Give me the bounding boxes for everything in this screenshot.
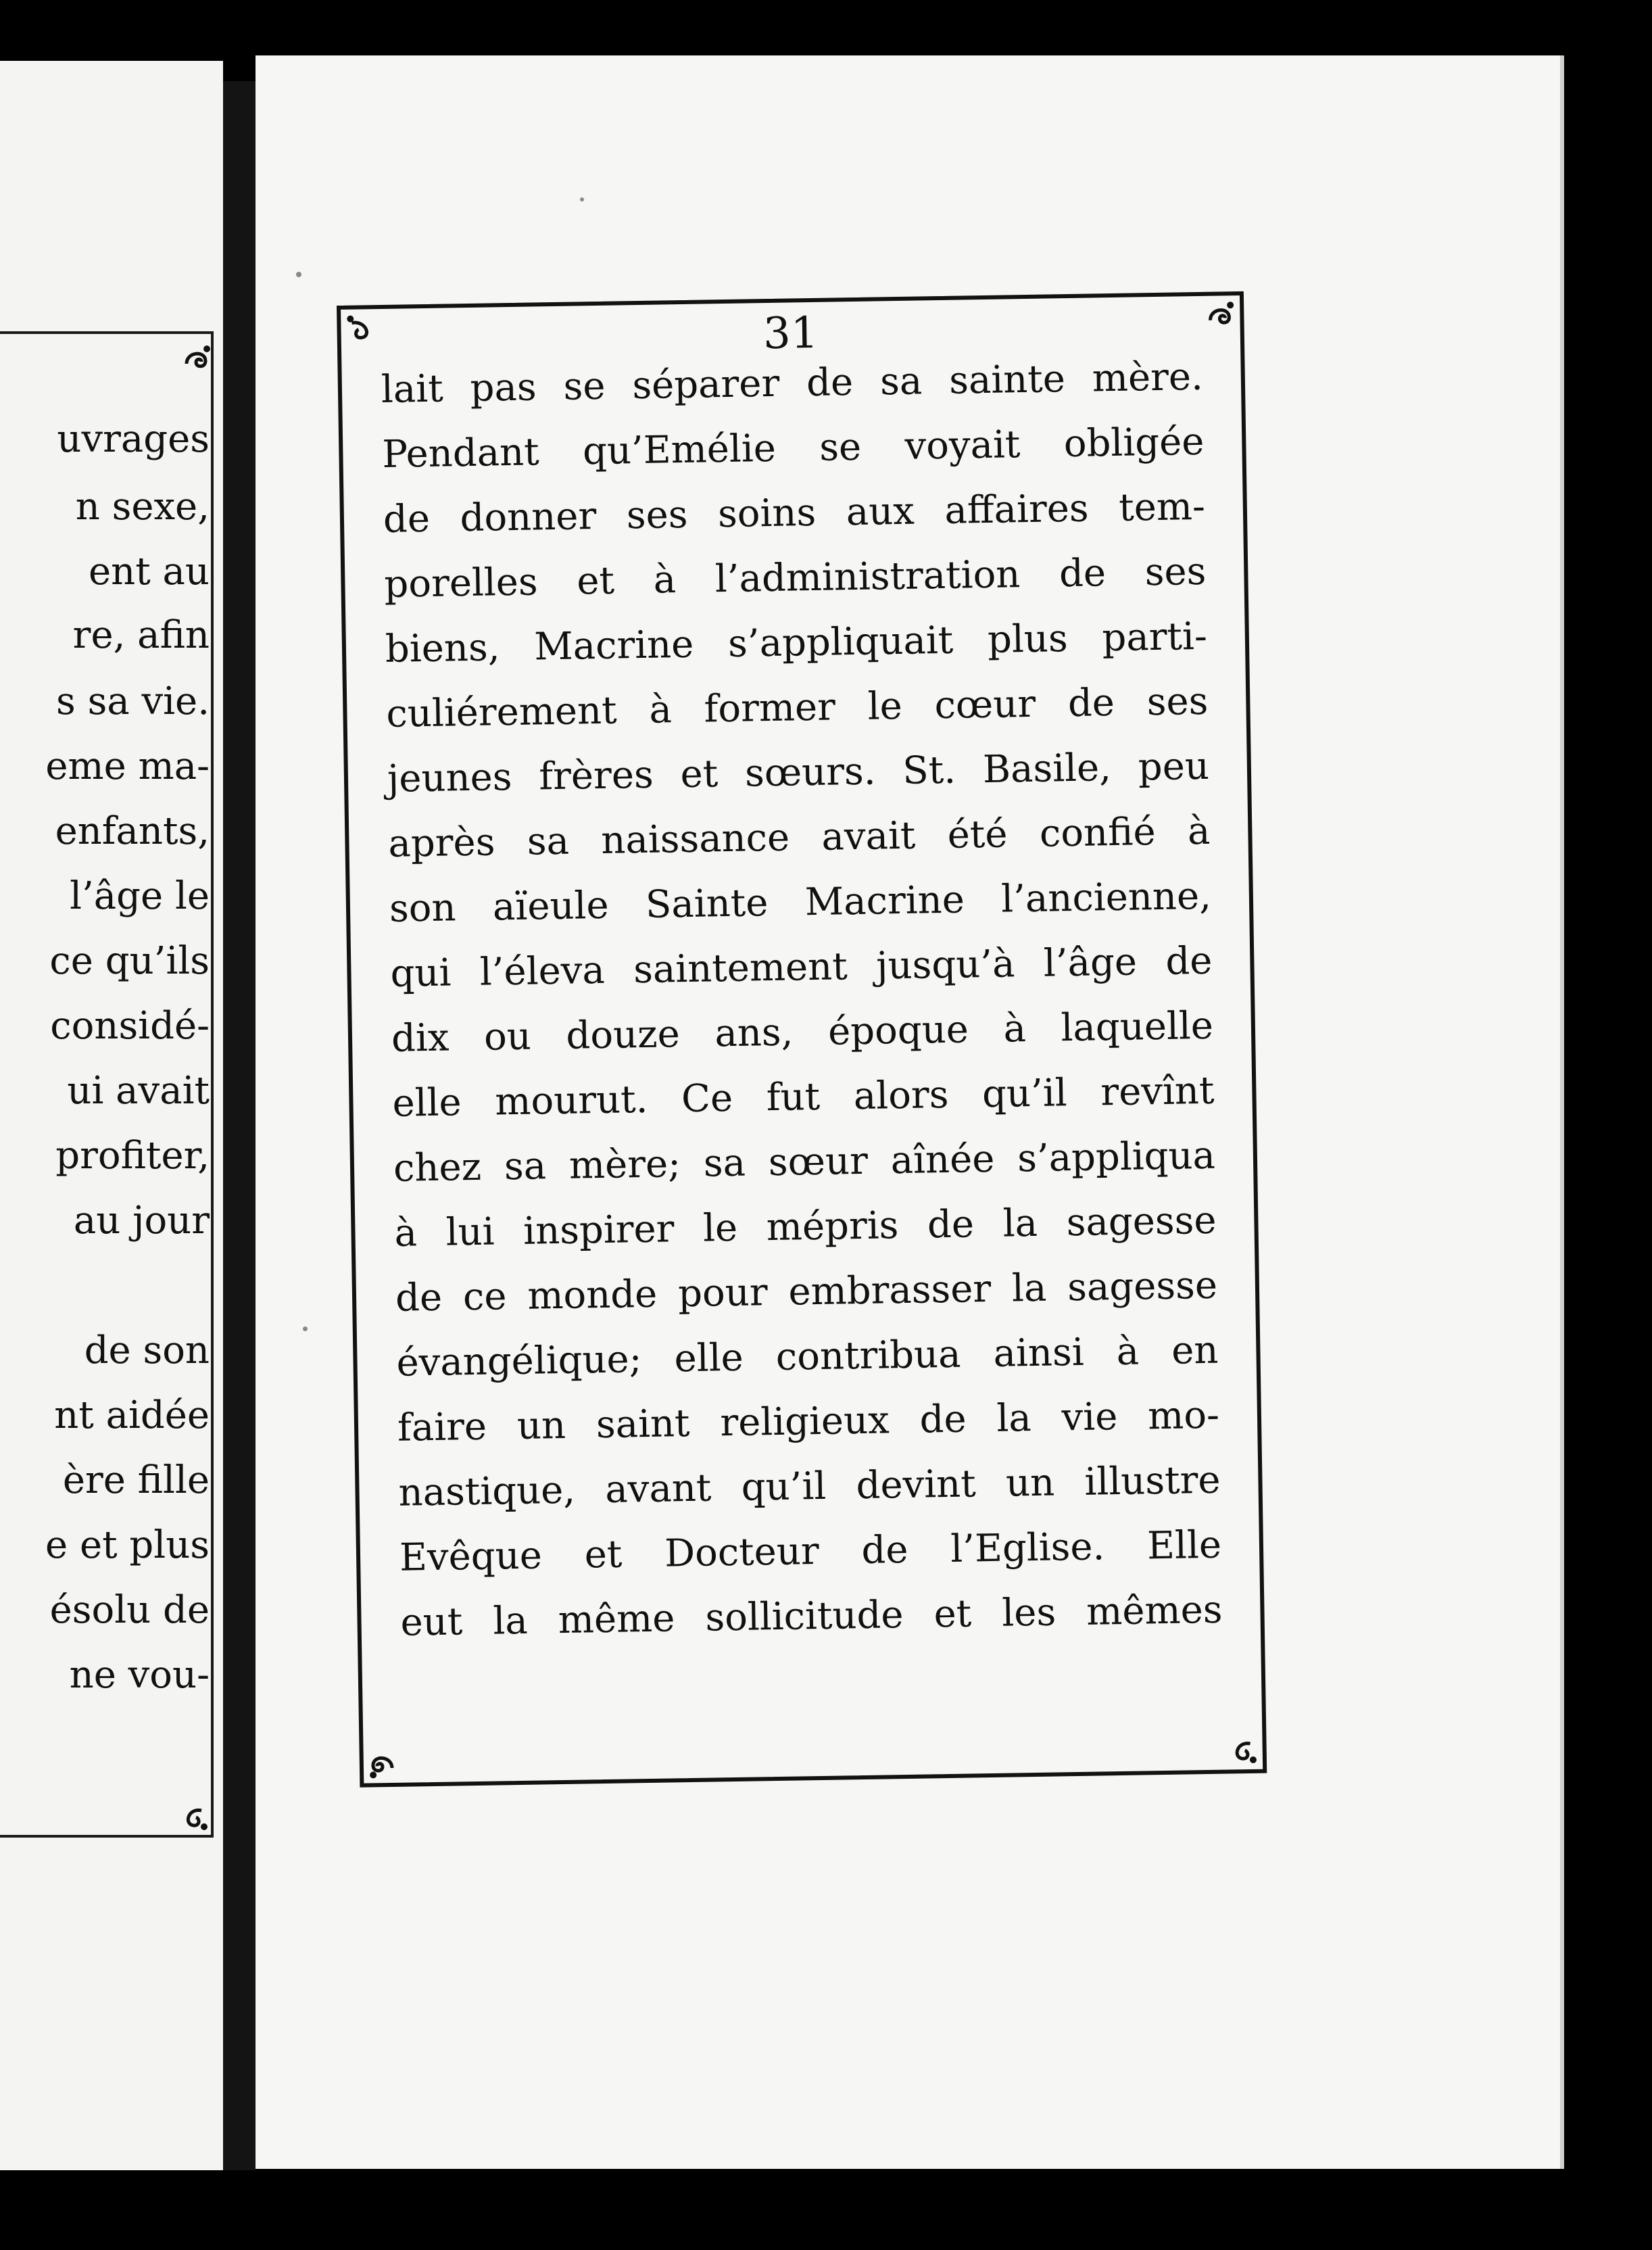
body-text-line: qui l’éleva saintement jusqu’à l’âge de <box>390 938 1213 996</box>
left-text-line: e et plus <box>45 1523 210 1567</box>
left-text-line: au jour <box>73 1199 210 1243</box>
page-number: 31 <box>762 308 819 360</box>
left-text-line: l’âge le <box>70 874 210 918</box>
corner-scroll-icon <box>181 343 212 375</box>
body-text-line: son aïeule Sainte Macrine l’ancienne, <box>389 873 1212 931</box>
body-text-line: évangélique; elle contribua ainsi à en <box>396 1328 1219 1385</box>
left-text-line: ésolu de <box>49 1588 210 1632</box>
left-text-line: ce qu’ils <box>49 939 210 983</box>
body-text-line: à lui inspirer le mépris de la sagesse <box>394 1198 1217 1255</box>
text-frame <box>337 291 1267 1788</box>
body-text-line: faire un saint religieux de la vie mo- <box>397 1393 1220 1450</box>
dust-speck <box>580 197 584 201</box>
left-page <box>0 61 223 2170</box>
right-page <box>256 55 1564 2169</box>
corner-scroll-icon <box>178 1801 210 1832</box>
left-text-line: de son <box>84 1329 210 1372</box>
body-text-line: culiérement à former le cœur de ses <box>385 679 1209 736</box>
corner-scroll-icon <box>368 1748 399 1779</box>
dust-speck <box>296 272 301 277</box>
left-text-line: ent au <box>89 550 210 594</box>
left-text-line: re, afin <box>72 613 210 657</box>
corner-scroll-icon <box>1227 1734 1259 1766</box>
left-text-line: profiter, <box>55 1134 210 1178</box>
body-text-line: biens, Macrine s’appliquait plus parti- <box>385 614 1208 671</box>
left-text-line: n sexe, <box>75 485 210 529</box>
left-text-line: eme ma- <box>45 744 210 788</box>
body-text-line: de donner ses soins aux affaires tem- <box>383 484 1206 542</box>
body-text-line: jeunes frères et sœurs. St. Basile, peu <box>387 744 1210 801</box>
body-text-line: porelles et à l’administration de ses <box>383 549 1207 606</box>
left-text-line: enfants, <box>55 809 210 853</box>
body-text-line: nastique, avant qu’il devint un illustre <box>398 1458 1221 1515</box>
dust-speck <box>303 1326 308 1331</box>
left-text-line: considé- <box>50 1004 210 1048</box>
left-text-line: s sa vie. <box>56 679 210 723</box>
body-text-line: eut la même sollicitude et les mêmes <box>400 1587 1223 1645</box>
left-text-line: ui avait <box>67 1069 210 1113</box>
left-text-line: nt aidée <box>54 1393 210 1437</box>
body-text-line: de ce monde pour embrasser la sagesse <box>395 1263 1218 1320</box>
left-text-line: ne vou- <box>69 1653 210 1697</box>
body-text-line: elle mourut. Ce fut alors qu’il revînt <box>392 1068 1215 1126</box>
body-text-line: après sa naissance avait été confié à <box>388 809 1211 866</box>
body-text-line: lait pas se séparer de sa sainte mère. <box>381 354 1204 412</box>
body-text-line: Pendant qu’Emélie se voyait obligée <box>381 419 1205 477</box>
left-text-line: uvrages <box>57 417 210 461</box>
body-text-line: dix ou douze ans, époque à laquelle <box>391 1003 1214 1061</box>
page-gutter <box>223 81 256 2170</box>
body-text-line: Evêque et Docteur de l’Eglise. Elle <box>399 1523 1222 1580</box>
left-text-line: ère fille <box>62 1458 210 1502</box>
body-text-line: chez sa mère; sa sœur aînée s’appliqua <box>393 1133 1216 1191</box>
